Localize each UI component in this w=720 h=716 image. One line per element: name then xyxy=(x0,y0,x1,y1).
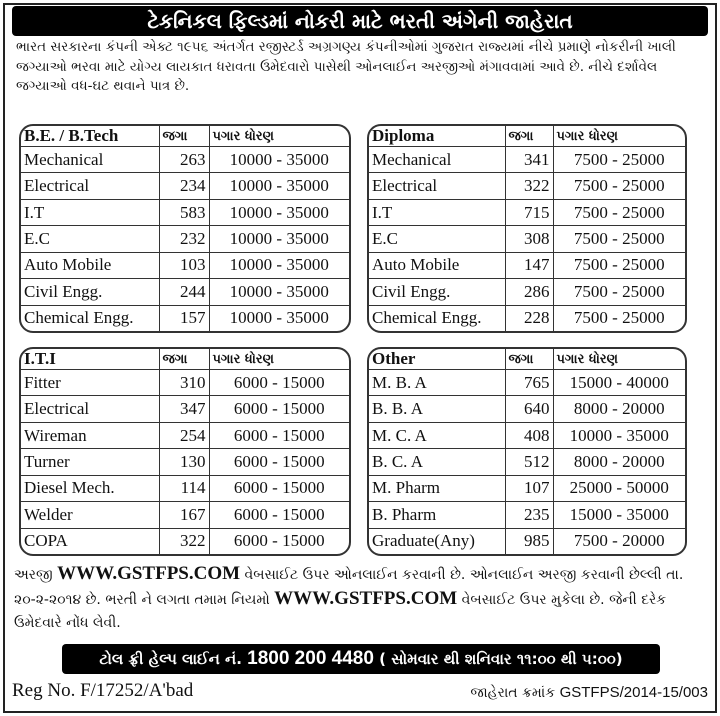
table-row xyxy=(21,305,349,331)
table-row xyxy=(369,475,685,501)
column-header-salary: પગાર ધોરણ xyxy=(209,126,349,147)
cell-name: Auto Mobile xyxy=(369,252,505,278)
cell-posts: 130 xyxy=(159,449,209,475)
table-heading: I.T.I xyxy=(21,349,159,370)
cell-salary: 6000 - 15000 xyxy=(209,449,349,475)
table-row xyxy=(369,226,685,252)
intro-paragraph: ભારત સરકારના કંપની એક્ટ ૧૯૫૬ અંતર્ગત રજીસ્ટર્ડ અગ્રગણ્ય કંપનીઓમાં ગુજરાત રાજ્યમાં નીચે પ્રમાણે નોકરીની ખાલી જગ્યાઓ ભરવા માટે યોગ્ય લાયકાત ધરાવતા ઉમેદવારો પાસેથી ઓનલાઈન અરજીઓ મંગાવવામાં આવે છે. નીચે દર્શાવેલ જગ્યાઓ વધ-ઘટ થવાને પાત્ર છે. xyxy=(16,39,676,94)
cell-salary: 10000 - 35000 xyxy=(209,252,349,278)
instructions-text: વેબસાઈટ ઉપર ઓનલાઈન કરવાની છે. ઓનલાઈન અરજી કરવાની છેલ્લી તા. ૨૦-૨-૨૦૧૪ છે. ભરતી ને લગતા તમામ નિયમો xyxy=(14,567,684,608)
column-header-salary: પગાર ધોરણ xyxy=(553,126,685,147)
ad-number-code: GSTFPS/2014-15/003 xyxy=(559,684,708,701)
cell-name: COPA xyxy=(21,528,159,554)
table-row xyxy=(21,396,349,422)
cell-name: I.T xyxy=(21,199,159,225)
table-row xyxy=(369,173,685,199)
cell-name: B. Pharm xyxy=(369,502,505,528)
helpline-label: ટોલ ફ્રી હેલ્પ લાઈન નં. xyxy=(99,650,242,668)
table-row xyxy=(21,475,349,501)
ad-number-label: જાહેરાત ક્રમાંક xyxy=(470,685,556,701)
cell-salary: 10000 - 35000 xyxy=(209,173,349,199)
table-heading: B.E. / B.Tech xyxy=(21,126,159,147)
application-instructions xyxy=(14,562,710,635)
cell-name: M. B. A xyxy=(369,370,505,396)
table-row xyxy=(21,226,349,252)
website-link[interactable]: WWW.GSTFPS.COM xyxy=(274,588,458,609)
cell-name: E.C xyxy=(369,226,505,252)
cell-salary: 8000 - 20000 xyxy=(553,449,685,475)
cell-salary: 6000 - 15000 xyxy=(209,475,349,501)
table-diploma xyxy=(367,124,687,333)
cell-posts: 232 xyxy=(159,226,209,252)
instructions-text: વેબસાઈટ ઉપર મુકેલા છે. જેની દરેક ઉમેદવારે નોંધ લેવી. xyxy=(14,592,667,631)
column-header-posts: જગા xyxy=(505,349,553,370)
cell-posts: 308 xyxy=(505,226,553,252)
cell-posts: 103 xyxy=(159,252,209,278)
cell-posts: 157 xyxy=(159,305,209,331)
cell-salary: 7500 - 25000 xyxy=(553,173,685,199)
table-row xyxy=(21,252,349,278)
cell-salary: 15000 - 40000 xyxy=(553,370,685,396)
cell-posts: 322 xyxy=(505,173,553,199)
cell-posts: 765 xyxy=(505,370,553,396)
cell-posts: 244 xyxy=(159,279,209,305)
cell-name: M. Pharm xyxy=(369,475,505,501)
cell-salary: 6000 - 15000 xyxy=(209,502,349,528)
cell-posts: 286 xyxy=(505,279,553,305)
advertisement-number xyxy=(470,684,708,701)
cell-salary: 10000 - 35000 xyxy=(229,308,329,328)
cell-posts: 640 xyxy=(505,396,553,422)
table-row xyxy=(369,502,685,528)
table-row xyxy=(369,370,685,396)
cell-name: Chemical Engg. xyxy=(369,305,505,331)
cell-salary: 10000 - 35000 xyxy=(209,199,349,225)
table-row xyxy=(21,147,349,173)
cell-posts: 254 xyxy=(159,422,209,448)
cell-posts: 235 xyxy=(505,502,553,528)
cell-name: Civil Engg. xyxy=(369,279,505,305)
cell-name: Turner xyxy=(21,449,159,475)
cell-posts: 512 xyxy=(505,449,553,475)
website-link[interactable]: WWW.GSTFPS.COM xyxy=(57,563,241,584)
table-row xyxy=(369,396,685,422)
cell-salary: 10000 - 35000 xyxy=(209,226,349,252)
cell-posts: 147 xyxy=(505,252,553,278)
cell-name: B. C. A xyxy=(369,449,505,475)
table-be-btech xyxy=(19,124,351,333)
cell-salary: 25000 - 50000 xyxy=(553,475,685,501)
table-row xyxy=(369,528,685,554)
cell-salary: 7500 - 25000 xyxy=(553,252,685,278)
cell-salary: 7500 - 20000 xyxy=(573,531,665,551)
table-row xyxy=(369,305,685,331)
cell-name: Auto Mobile xyxy=(21,252,159,278)
cell-name: Mechanical xyxy=(21,147,159,173)
cell-name: I.T xyxy=(369,199,505,225)
cell-posts: 341 xyxy=(505,147,553,173)
cell-salary: 6000 - 15000 xyxy=(209,422,349,448)
table-row xyxy=(369,199,685,225)
table-row xyxy=(21,502,349,528)
table-row xyxy=(21,370,349,396)
cell-name: Mechanical xyxy=(369,147,505,173)
cell-salary: 15000 - 35000 xyxy=(553,502,685,528)
table-row xyxy=(21,422,349,448)
cell-name: E.C xyxy=(21,226,159,252)
helpline-number: 1800 200 4480 xyxy=(247,648,374,669)
cell-salary: 7500 - 25000 xyxy=(553,199,685,225)
registration-number: Reg No. F/17252/A'bad xyxy=(12,680,194,701)
column-header-posts: જગા xyxy=(505,126,553,147)
cell-posts: 985 xyxy=(505,528,553,554)
table-heading: Other xyxy=(369,349,505,370)
table-row xyxy=(369,449,685,475)
helpline-banner xyxy=(62,644,660,674)
cell-salary: 7500 - 25000 xyxy=(573,308,665,328)
table-other xyxy=(367,347,687,556)
column-header-salary: પગાર ધોરણ xyxy=(553,349,685,370)
column-header-posts: જગા xyxy=(159,126,209,147)
cell-posts: 715 xyxy=(505,199,553,225)
table-row xyxy=(21,528,349,554)
table-row xyxy=(21,279,349,305)
cell-posts: 228 xyxy=(505,305,553,331)
cell-name: M. C. A xyxy=(369,422,505,448)
cell-posts: 234 xyxy=(159,173,209,199)
table-row xyxy=(21,199,349,225)
column-header-posts: જગા xyxy=(159,349,209,370)
table-row xyxy=(369,422,685,448)
cell-name: Fitter xyxy=(21,370,159,396)
cell-salary: 6000 - 15000 xyxy=(233,531,325,551)
cell-posts: 583 xyxy=(159,199,209,225)
cell-salary: 10000 - 35000 xyxy=(553,422,685,448)
cell-posts: 322 xyxy=(159,528,209,554)
cell-name: Chemical Engg. xyxy=(21,305,159,331)
column-header-salary: પગાર ધોરણ xyxy=(209,349,349,370)
table-iti xyxy=(19,347,351,556)
table-row xyxy=(21,449,349,475)
cell-name: Wireman xyxy=(21,422,159,448)
table-row xyxy=(369,279,685,305)
cell-name: Welder xyxy=(21,502,159,528)
cell-salary: 6000 - 15000 xyxy=(209,370,349,396)
banner-title: ટેકનિકલ ફિલ્ડમાં નોકરી માટે ભરતી અંગેની જાહેરાત xyxy=(12,6,708,36)
cell-name: Electrical xyxy=(369,173,505,199)
cell-salary: 7500 - 25000 xyxy=(553,279,685,305)
cell-posts: 167 xyxy=(159,502,209,528)
cell-salary: 10000 - 35000 xyxy=(209,147,349,173)
table-heading: Diploma xyxy=(369,126,505,147)
cell-posts: 347 xyxy=(159,396,209,422)
cell-name: Graduate(Any) xyxy=(369,528,505,554)
cell-name: Electrical xyxy=(21,173,159,199)
cell-posts: 408 xyxy=(505,422,553,448)
cell-name: Diesel Mech. xyxy=(21,475,159,501)
cell-posts: 310 xyxy=(159,370,209,396)
cell-salary: 10000 - 35000 xyxy=(209,279,349,305)
cell-name: B. B. A xyxy=(369,396,505,422)
cell-salary: 6000 - 15000 xyxy=(209,396,349,422)
cell-salary: 7500 - 25000 xyxy=(553,147,685,173)
table-row xyxy=(369,252,685,278)
cell-posts: 263 xyxy=(159,147,209,173)
cell-posts: 114 xyxy=(159,475,209,501)
cell-salary: 7500 - 25000 xyxy=(553,226,685,252)
cell-name: Electrical xyxy=(21,396,159,422)
cell-salary: 8000 - 20000 xyxy=(553,396,685,422)
cell-posts: 107 xyxy=(505,475,553,501)
table-row xyxy=(369,147,685,173)
instructions-text: અરજી xyxy=(14,567,58,583)
helpline-hours: ( સોમવાર થી શનિવાર ૧૧:૦૦ થી ૫:૦૦) xyxy=(379,650,623,668)
table-row xyxy=(21,173,349,199)
cell-name: Civil Engg. xyxy=(21,279,159,305)
